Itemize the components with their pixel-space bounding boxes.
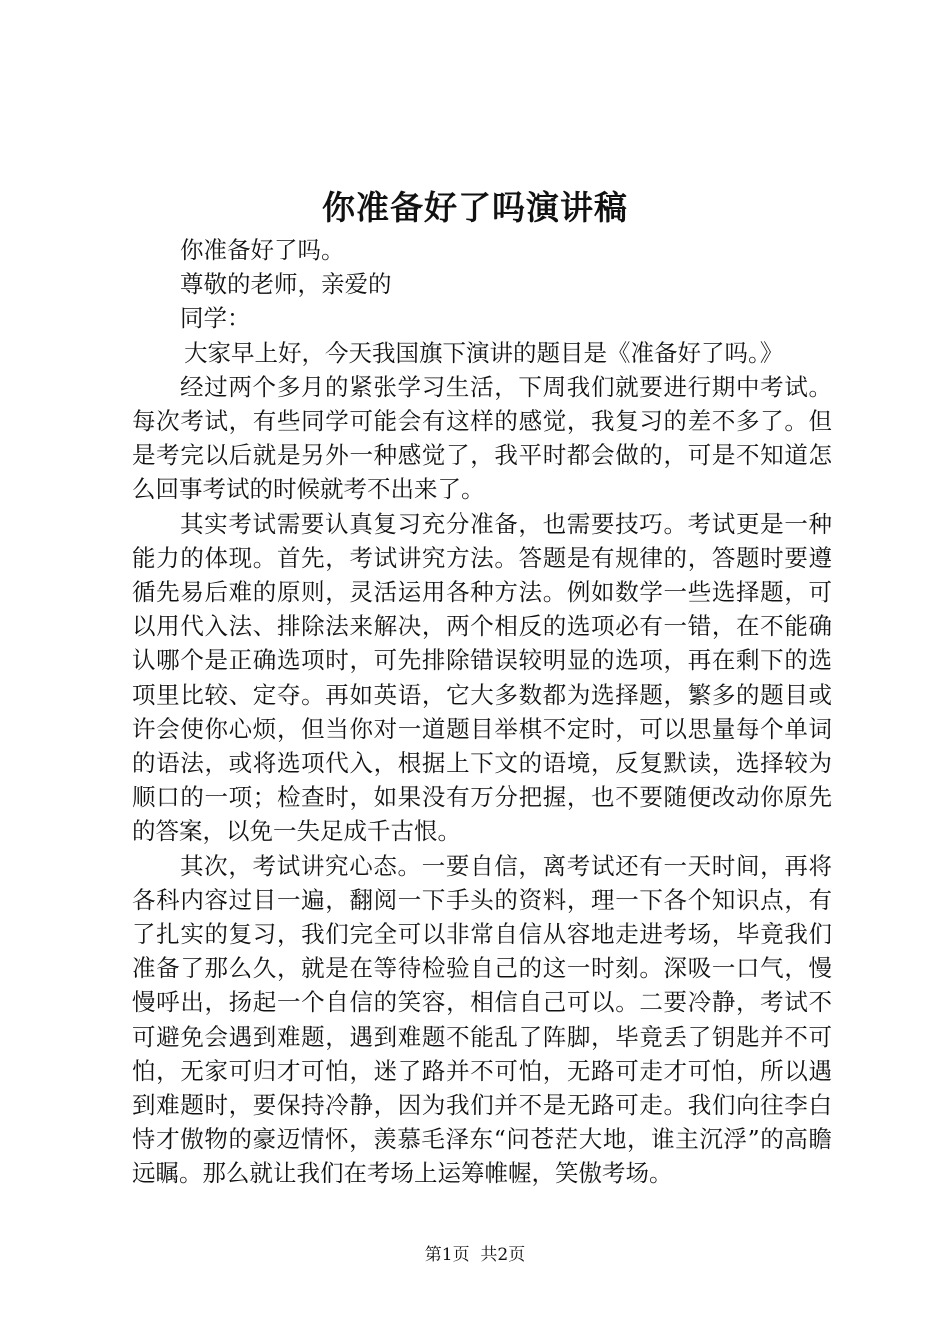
page-footer	[0, 1243, 950, 1267]
paragraph-mindset: 其次，考试讲究心态。一要自信，离考试还有一天时间，再将各科内容过目一遍，翻阅一下手头的资料，理一下各个知识点，有了扎实的复习，我们完全可以非常自信从容地走进考场，毕竟我们准备了那么久，就是在等待检验自己的这一时刻。深吸一口气，慢慢呼出，扬起一个自信的笑容，相信自己可以。二要冷静，考试不可避免会遇到难题，遇到难题不能乱了阵脚，毕竟丢了钥匙并不可怕，无家可归才可怕，迷了路并不可怕，无路可走才可怕，所以遇到难题时，要保持冷静，因为我们并不是无路可走。我们向往李白恃才傲物的豪迈情怀，羡慕毛泽东“问苍茫大地，谁主沉浮”的高瞻远瞩。那么就让我们在考场上运筹帷幄，笑傲考场。	[132, 851, 832, 1188]
page-total: 共2页	[480, 1245, 526, 1265]
paragraph-opening: 你准备好了吗。	[180, 236, 345, 264]
document-title: 你准备好了吗演讲稿	[322, 188, 628, 227]
paragraph-salutation: 尊敬的老师，亲爱的	[180, 270, 392, 299]
paragraph-method: 其实考试需要认真复习充分准备，也需要技巧。考试更是一种能力的体现。首先，考试讲究方法。答题是有规律的，答题时要遵循先易后难的原则，灵活运用各种方法。例如数学一些选择题，可以用代入法、排除法来解决，两个相反的选项必有一错，在不能确认哪个是正确选项时，可先排除错误较明显的选项，再在剩下的选项里比较、定夺。再如英语，它大多数都为选择题，繁多的题目或许会使你心烦，但当你对一道题目举棋不定时，可以思量每个单词的语法，或将选项代入，根据上下文的语境，反复默读，选择较为顺口的一项；检查时，如果没有万分把握，也不要随便改动你原先的答案，以免一失足成千古恨。	[132, 509, 832, 846]
paragraph-intro: 经过两个多月的紧张学习生活，下周我们就要进行期中考试。每次考试，有些同学可能会有这样的感觉，我复习的差不多了。但是考完以后就是另外一种感觉了，我平时都会做的，可是不知道怎么回事考试的时候就考不出来了。	[132, 372, 832, 504]
paragraph-greeting: 大家早上好，今天我国旗下演讲的题目是《准备好了吗。》	[184, 338, 784, 367]
document-body	[132, 233, 832, 1191]
paragraph-salutation-cont: 同学：	[180, 304, 251, 333]
page-number: 第1页	[424, 1245, 470, 1265]
